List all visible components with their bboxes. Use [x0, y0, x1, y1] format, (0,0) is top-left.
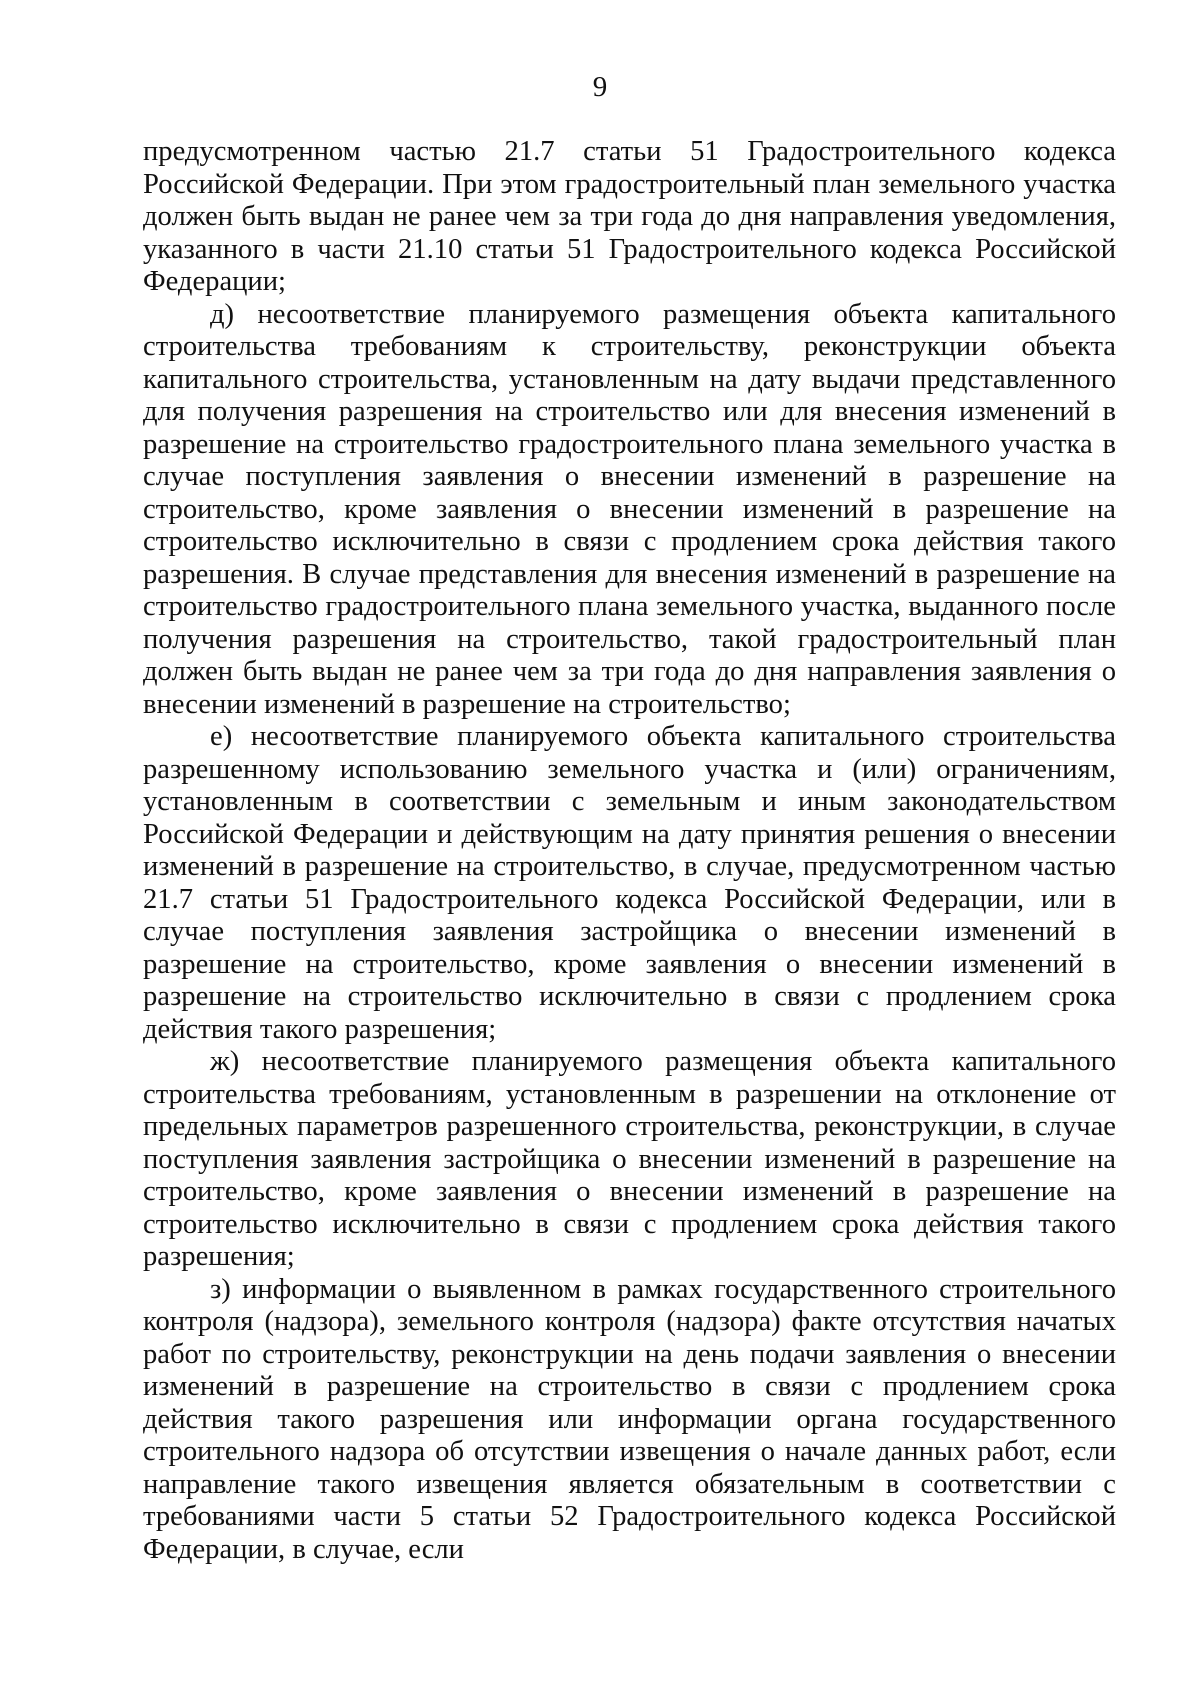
paragraph-item-z: з) информации о выявленном в рамках государственного строительного контроля (надзора), земельного контроля (надзора) факте отсутствия начатых работ по строительству, реконструкции на день подачи заявления о внесении изменений в разрешение на строительство в связи с продлением срока действия такого разрешения или информации органа государственного строительного надзора об отсутствии извещения о начале данных работ, если направление такого извещения является обязательным в соответствии с требованиями части 5 статьи 52 Градостроительного кодекса Российской Федерации, в случае, если [143, 1273, 1116, 1565]
paragraph-continuation: предусмотренном частью 21.7 статьи 51 Градостроительного кодекса Российской Федерации. При этом градостроительный план земельного участка должен быть выдан не ранее чем за три года до дня направления уведомления, указанного в части 21.10 статьи 51 Градостроительного кодекса Российской Федерации; [143, 136, 1116, 297]
paragraph-item-d: д) несоответствие планируемого размещения объекта капитального строительства требованиям к строительству, реконструкции объекта капитального строительства, установленным на дату выдачи представленного для получения разрешения на строительство или для внесения изменений в разрешение на строительство градостроительного плана земельного участка в случае поступления заявления о внесении изменений в разрешение на строительство, кроме заявления о внесении изменений в разрешение на строительство исключительно в связи с продлением срока действия такого разрешения. В случае представления для внесения изменений в разрешение на строительство градостроительного плана земельного участка, выданного после получения разрешения на строительство, такой градостроительный план должен быть выдан не ранее чем за три года до дня направления заявления о внесении изменений в разрешение на строительство; [143, 298, 1116, 720]
page-number: 9 [592, 71, 608, 103]
paragraph-item-e: е) несоответствие планируемого объекта капитального строительства разрешенному использованию земельного участка и (или) ограничениям, установленным в соответствии с земельным и иным законодательством Российской Федерации и действующим на дату принятия решения о внесении изменений в разрешение на строительство, в случае, предусмотренном частью 21.7 статьи 51 Градостроительного кодекса Российской Федерации, или в случае поступления заявления застройщика о внесении изменений в разрешение на строительство, кроме заявления о внесении изменений в разрешение на строительство исключительно в связи с продлением срока действия такого разрешения; [143, 721, 1116, 1045]
document-body [143, 136, 1116, 1566]
paragraph-item-zh: ж) несоответствие планируемого размещения объекта капитального строительства требованиям, установленным в разрешении на отклонение от предельных параметров разрешенного строительства, реконструкции, в случае поступления заявления застройщика о внесении изменений в разрешение на строительство, кроме заявления о внесении изменений в разрешение на строительство исключительно в связи с продлением срока действия такого разрешения; [143, 1046, 1116, 1272]
